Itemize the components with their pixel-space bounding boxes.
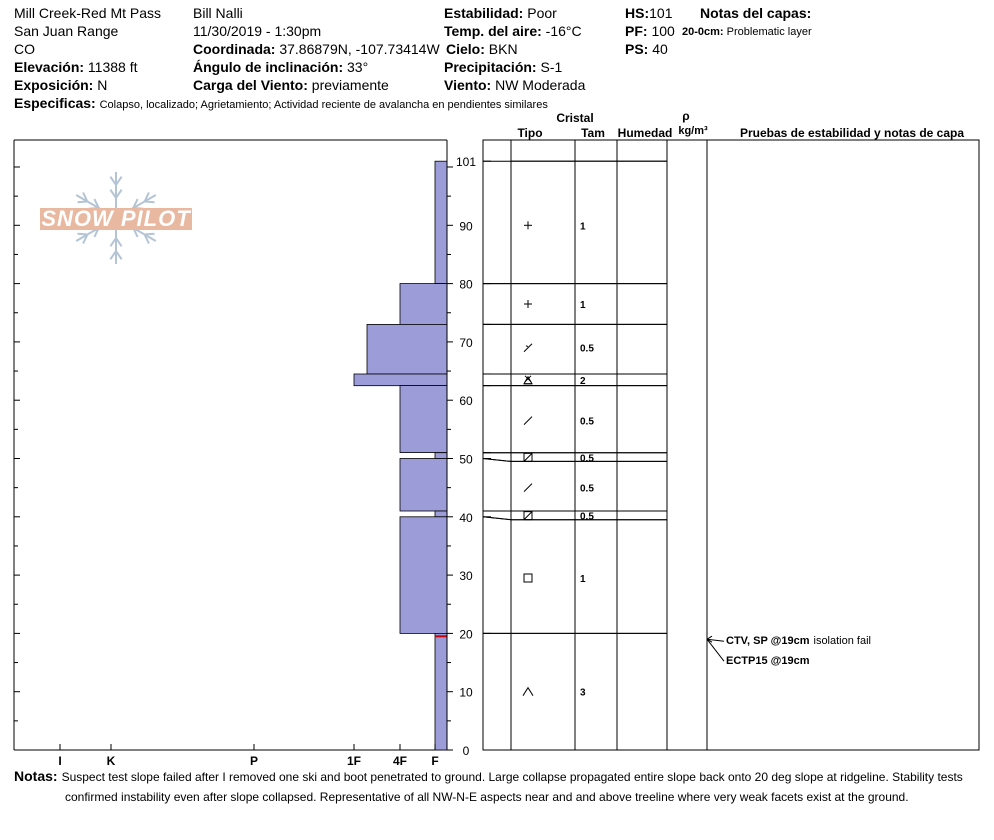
hardness-layer	[435, 453, 447, 459]
tests-header: Pruebas de estabilidad y notas de capa	[739, 126, 965, 140]
crystal-mixed-facet-icon	[524, 453, 532, 461]
flake-branch	[145, 234, 155, 235]
crystal-size-label: 2	[580, 375, 586, 387]
density-unit-header: kg/m³	[678, 125, 708, 137]
crystal-size-label: 0.5	[580, 511, 594, 523]
hardness-layer	[400, 459, 447, 512]
test-0-label: CTV, SP @19cm	[726, 635, 810, 647]
elevation-value: 11388 ft	[87, 59, 138, 75]
crystal-size-label: 1	[580, 300, 586, 311]
crystal-plus-icon	[524, 300, 532, 308]
test-0-extra: isolation fail	[813, 635, 871, 647]
hardness-layer	[367, 324, 447, 374]
range: San Juan Range	[14, 23, 119, 39]
crystal-rounded-slash-icon	[524, 484, 532, 492]
layer-note-text: Problematic layer	[726, 26, 812, 38]
height-tick-label: 60	[459, 394, 473, 409]
hardness-layer	[435, 161, 447, 283]
slope-label: Ángulo de inclinación:	[193, 59, 344, 75]
rho-header: ρ	[682, 109, 690, 123]
coord-value: 37.86879N, -107.73414W	[279, 41, 440, 57]
wind-label: Viento:	[444, 77, 492, 93]
elevation-label: Elevación:	[14, 59, 85, 75]
snowpilot-logo	[40, 172, 192, 264]
hardness-tick-label: K	[106, 754, 116, 768]
tam-header: Tam	[581, 126, 605, 140]
height-tick-label: 70	[459, 335, 473, 350]
crystal-size-label: 1	[580, 221, 586, 233]
layer-note-range: 20-0cm:	[682, 26, 724, 38]
flake-branch	[78, 234, 88, 235]
crystal-rounded-slash-icon	[524, 417, 532, 425]
notes-label: Notas:	[14, 768, 58, 784]
cristal-header: Cristal	[556, 111, 594, 125]
wind-value: NW Moderada	[495, 77, 586, 93]
coord-label: Coordinada:	[193, 41, 276, 57]
hardness-tick-label: F	[431, 754, 439, 768]
hardness-layer	[435, 511, 447, 517]
windload-value: previamente	[311, 77, 389, 93]
stability-tests	[707, 635, 871, 667]
hardness-layer	[400, 284, 447, 325]
height-tick-label: 40	[459, 510, 473, 525]
height-tick-label: 0	[462, 744, 470, 758]
sky-label: Cielo:	[446, 41, 485, 57]
logo-text: SNOW PILOT	[41, 206, 191, 231]
height-tick-label: 80	[459, 277, 473, 292]
hardness-tick-label: I	[58, 754, 62, 768]
stability-test-1: ECTP15 @19cm	[726, 655, 810, 667]
hardness-layer	[435, 633, 447, 750]
pf-value: 100	[651, 23, 675, 39]
precip-label: Precipitación:	[444, 59, 537, 75]
aspect-label: Exposición:	[14, 77, 94, 93]
datetime: 11/30/2019 - 1:30pm	[193, 23, 322, 39]
sky-value: BKN	[488, 41, 518, 57]
hardness-chart	[14, 140, 447, 750]
flake-branch	[78, 202, 88, 203]
tipo-header: Tipo	[517, 126, 543, 140]
notes-line-2: confirmed instability even after slope collapsed. Representative of all NW-N-E aspects near and and above treeline where very weak facets exist at the ground.	[65, 790, 909, 804]
crystal-size-label: 0.5	[580, 343, 594, 355]
row-connector	[483, 517, 511, 520]
hs-label: HS:	[625, 5, 650, 21]
height-tick-label: 90	[459, 219, 473, 234]
layer-notes-label: Notas del capas:	[700, 5, 812, 21]
aspect-value: N	[97, 77, 108, 93]
height-tick-label: 30	[459, 569, 473, 584]
airtemp-value: -16°C	[545, 23, 582, 39]
ps-label: PS:	[625, 41, 649, 57]
stability-test-0	[726, 635, 871, 647]
stability-label: Estabilidad:	[444, 5, 524, 21]
state: CO	[14, 41, 35, 57]
notes-line-1: Suspect test slope failed after I removed one ski and boot penetrated to ground. Large collapse propagated entire slope back onto 20 deg slope at ridgeline. Stability tests	[61, 770, 963, 784]
notes	[14, 766, 984, 807]
crystal-facet-icon	[524, 574, 532, 582]
row-connector	[483, 459, 511, 462]
hardness-tick-label: P	[249, 754, 259, 768]
location: Mill Creek-Red Mt Pass	[14, 5, 162, 21]
precip-value: S-1	[540, 59, 563, 75]
humedad-header: Humedad	[617, 126, 673, 140]
crystal-size-label: 1	[580, 574, 586, 585]
crystal-plus-icon	[524, 221, 532, 229]
crystal-decomposing-icon	[524, 344, 532, 352]
hardness-layer	[354, 374, 447, 386]
pf-label: PF:	[625, 23, 648, 39]
crystal-mixed-facet-icon	[524, 512, 532, 520]
flake-branch	[145, 202, 155, 203]
ps-value: 40	[652, 41, 668, 57]
height-tick-label: 20	[459, 627, 473, 642]
hardness-bars	[354, 161, 447, 750]
hardness-tick-label: 4F	[392, 754, 408, 768]
hardness-layer	[400, 386, 447, 453]
height-tick-label: 101	[455, 155, 477, 170]
height-tick-label: 10	[459, 685, 473, 700]
slope-value: 33°	[347, 59, 369, 75]
specifics-label: Especificas:	[14, 95, 96, 111]
crystal-size-label: 0.5	[580, 453, 594, 465]
windload-label: Carga del Viento:	[193, 77, 308, 93]
stability-value: Poor	[527, 5, 557, 21]
hardness-axis	[58, 744, 438, 768]
crystal-surface-hoar-icon	[524, 376, 532, 384]
crystal-size-label: 0.5	[580, 416, 594, 428]
hardness-layer	[400, 517, 447, 634]
height-tick-label: 50	[459, 452, 473, 467]
crystal-size-label: 0.5	[580, 483, 594, 495]
crystal-depth-hoar-icon	[523, 688, 533, 696]
specifics-value: Colapso, localizado; Agrietamiento; Actividad reciente de avalancha en pendientes similares	[99, 99, 548, 111]
hardness-tick-label: 1F	[346, 754, 362, 768]
observer: Bill Nalli	[193, 5, 243, 21]
airtemp-label: Temp. del aire:	[444, 23, 542, 39]
crystal-table	[483, 109, 979, 750]
crystal-size-label: 3	[580, 687, 586, 699]
hs-value: 101	[649, 5, 673, 21]
test-1-arrow	[707, 639, 724, 661]
